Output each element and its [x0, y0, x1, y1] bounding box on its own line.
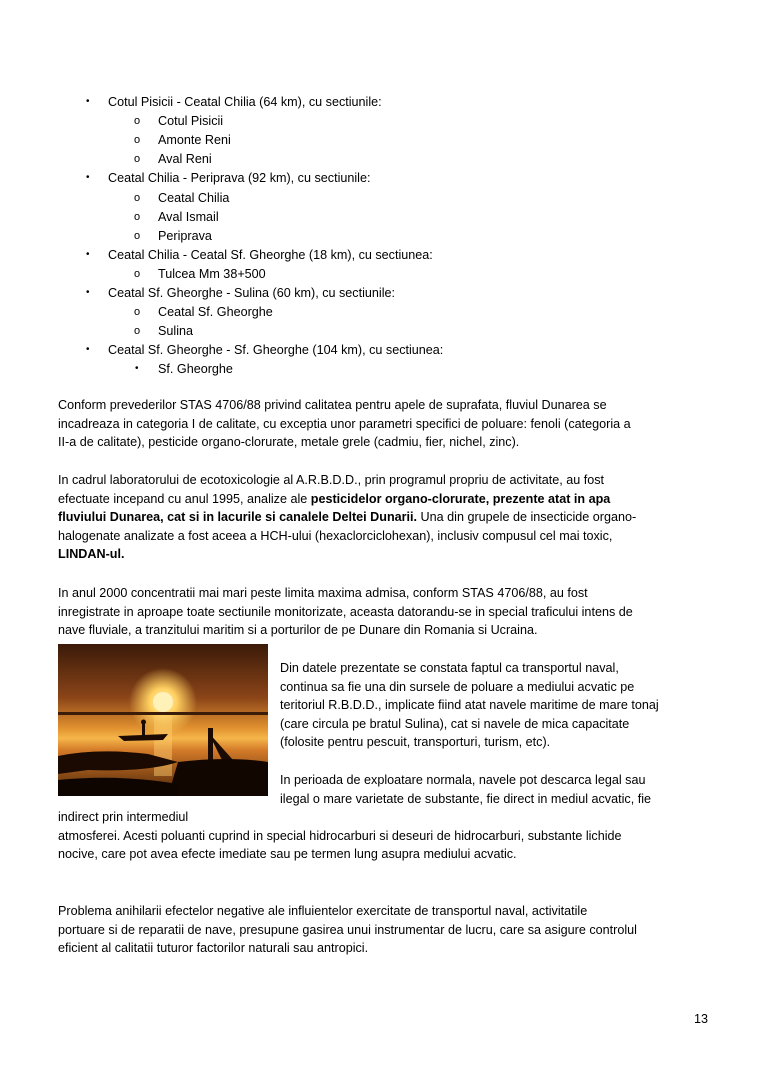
paragraph-exploitation-wrapped — [280, 771, 720, 808]
text-line: In anul 2000 concentratii mai mari peste limita maxima admisa, conform STAS 4706/88, au fost — [58, 586, 588, 600]
sunset-boats-photo — [58, 644, 268, 796]
circle-bullet-icon: o — [134, 115, 141, 128]
text-line: halogenate analizate a fost aceea a HCH-ului (hexaclorciclohexan), inclusiv compusul cel mai toxic, — [58, 528, 613, 543]
text-line: (care circula pe bratul Sulina), cat si navele de mica capacitate — [280, 716, 630, 731]
bullet-icon: • — [86, 287, 90, 298]
circle-bullet-icon: o — [134, 229, 141, 242]
sub-list-item: Sf. Gheorghe — [158, 362, 233, 377]
circle-bullet-icon: o — [134, 153, 141, 166]
list-item: Ceatal Sf. Gheorghe - Sulina (60 km), cu sectiunile: — [108, 286, 395, 300]
text-line: eficient al calitatii tuturor factorilor naturali sau antropici. — [58, 941, 369, 956]
text-line: portuare si de reparatii de nave, presupune gasirea unui instrumentar de lucru, care sa asigure controlul — [58, 922, 637, 937]
bullet-icon: • — [86, 172, 90, 184]
list-item: Ceatal Chilia - Ceatal Sf. Gheorghe (18 km), cu sectiunea: — [108, 247, 433, 262]
page-number: 13 — [694, 1012, 709, 1026]
paragraph-laboratory — [58, 471, 718, 564]
text-line: In perioada de exploatare normala, navele pot descarca legal sau — [280, 773, 646, 787]
bold-span: pesticidelor organo-clorurate, prezente atat in apa — [310, 491, 611, 506]
bullet-icon: • — [86, 96, 90, 107]
text-line: ilegal o mare varietate de substante, fie direct in mediul acvatic, fie — [280, 791, 652, 806]
sunset-image — [58, 644, 268, 796]
circle-bullet-icon: o — [134, 306, 141, 319]
text-line: atmosferei. Acesti poluanti cuprind in special hidrocarburi si deseuri de hidrocarburi, substante lichide — [58, 828, 622, 843]
paragraph-naval-transport — [280, 659, 720, 752]
bullet-icon: • — [135, 363, 139, 375]
paragraph-stas — [58, 396, 718, 452]
sub-list-item: Periprava — [158, 228, 212, 243]
text-line: continua sa fie una din sursele de poluare a mediului acvatic pe — [280, 679, 635, 694]
circle-bullet-icon: o — [134, 134, 141, 147]
sub-list-item: Ceatal Chilia — [158, 190, 230, 205]
list-item: Ceatal Chilia - Periprava (92 km), cu sectiunile: — [108, 171, 371, 186]
circle-bullet-icon: o — [134, 267, 141, 280]
text-line: indirect prin intermediul — [58, 810, 189, 824]
text-line: Problema anihilarii efectelor negative ale influientelor exercitate de transportul naval, activitatile — [58, 904, 588, 918]
text-line: Din datele prezentate se constata faptul ca transportul naval, — [280, 661, 619, 675]
text-line: (folosite pentru pescuit, transporturi, turism, etc). — [280, 735, 551, 750]
text-line: In cadrul laboratorului de ecotoxicologie al A.R.B.D.D., prin programul propriu de activitate, au fost — [58, 473, 605, 487]
paragraph-concentrations — [58, 584, 718, 640]
list-item: Cotul Pisicii - Ceatal Chilia (64 km), cu sectiunile: — [108, 95, 382, 109]
bold-span: fluviului Dunarea, cat si in lacurile si canalele Deltei Dunarii. — [58, 510, 418, 525]
text-line: teritoriul R.B.D.D., implicate fiind atat navele maritime de mare tonaj — [280, 698, 659, 713]
list-item: Ceatal Sf. Gheorghe - Sf. Gheorghe (104 km), cu sectiunea: — [108, 343, 444, 358]
sub-list-item: Sulina — [158, 324, 194, 339]
text-line: inregistrate in aproape toate sectiunile monitorizate, aceasta datorandu-se in special traficului intens de — [58, 604, 633, 619]
text-line — [58, 545, 718, 564]
paragraph-problem — [58, 902, 718, 958]
circle-bullet-icon: o — [134, 191, 141, 204]
bullet-icon: • — [86, 248, 90, 260]
paragraph-exploitation — [58, 808, 718, 864]
text-span: efectuate incepand cu anul 1995, analize ale — [58, 491, 311, 506]
bold-span: LINDAN-ul. — [58, 547, 125, 562]
sub-list-item: Aval Ismail — [158, 209, 219, 224]
sub-list-item: Tulcea Mm 38+500 — [158, 266, 266, 281]
text-line: nave fluviale, a tranzitului maritim si a porturilor de pe Dunare din Romania si Ucraina. — [58, 623, 538, 638]
circle-bullet-icon: o — [134, 210, 141, 223]
text-line — [58, 508, 718, 527]
text-line: II-a de calitate), pesticide organo-clorurate, metale grele (cadmiu, fier, nichel, zinc). — [58, 435, 520, 450]
bullet-icon: • — [86, 344, 90, 356]
text-line: incadreaza in categoria I de calitate, cu exceptia unor parametri specifici de poluare: fenoli (categoria a — [58, 416, 631, 431]
text-line: nocive, care pot avea efecte imediate sau pe termen lung asupra mediului acvatic. — [58, 847, 517, 862]
sub-list-item: Ceatal Sf. Gheorghe — [158, 305, 273, 320]
sub-list-item: Cotul Pisicii — [158, 114, 224, 129]
text-line — [58, 490, 718, 509]
sub-list-item: Amonte Reni — [158, 133, 231, 148]
text-span: Una din grupele de insecticide organo- — [417, 510, 637, 525]
sub-list-item: Aval Reni — [158, 152, 212, 167]
circle-bullet-icon: o — [134, 325, 141, 338]
text-line: Conform prevederilor STAS 4706/88 privind calitatea pentru apele de suprafata, fluviul Dunarea se — [58, 398, 607, 412]
